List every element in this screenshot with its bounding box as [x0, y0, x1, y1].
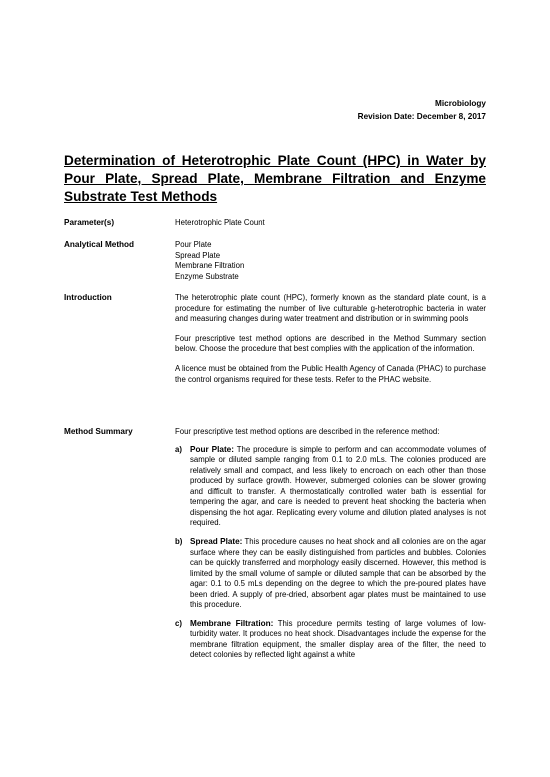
method-option	[175, 619, 486, 661]
option-term: Spread Plate:	[190, 536, 243, 546]
option-marker: b)	[175, 536, 183, 546]
analytical-method-list	[175, 240, 486, 282]
method-summary-label: Method Summary	[64, 427, 133, 436]
introduction-paragraph: A licence must be obtained from the Public Health Agency of Canada (PHAC) to purchase the control organisms required for these tests. Refer to the PHAC website.	[175, 363, 486, 384]
method-options-list	[175, 445, 486, 661]
document-header	[358, 97, 486, 123]
method-option	[175, 537, 486, 611]
revision-date: Revision Date: December 8, 2017	[357, 112, 486, 121]
method-option	[175, 445, 486, 529]
method-summary-text	[175, 427, 486, 661]
method-item: Spread Plate	[175, 250, 221, 260]
analytical-method-label: Analytical Method	[64, 240, 135, 249]
introduction-paragraph: Four prescriptive test method options are described in the Method Summary section below. Choose the procedure that best complies with the application of the information.	[175, 333, 486, 354]
option-marker: a)	[175, 444, 182, 454]
method-item: Membrane Filtration	[175, 261, 245, 270]
parameters-label: Parameter(s)	[64, 218, 115, 227]
introduction-text	[175, 293, 486, 385]
method-item: Pour Plate	[175, 240, 212, 249]
parameters-value: Heterotrophic Plate Count	[175, 218, 265, 227]
department-label: Microbiology	[435, 99, 486, 108]
document-title: Determination of Heterotrophic Plate Count (HPC) in Water by Pour Plate, Spread Plate, Membrane Filtration and Enzyme Substrate Test Methods	[64, 153, 486, 204]
option-term: Membrane Filtration:	[190, 618, 274, 628]
method-summary-intro: Four prescriptive test method options are described in the reference method:	[175, 427, 440, 436]
method-item: Enzyme Substrate	[175, 271, 239, 281]
introduction-label: Introduction	[64, 293, 112, 302]
introduction-paragraph: The heterotrophic plate count (HPC), formerly known as the standard plate count, is a procedure for estimating the number of live culturable g-heterotrophic bacteria in water and measuring changes during water treatment and distribution or in swimming pools	[175, 293, 486, 324]
option-marker: c)	[175, 618, 182, 628]
option-description: This procedure permits testing of large volumes of low-turbidity water. It produces no heat shock. Disadvantages include the expense for the membrane filtration equipment, the smaller display area of the filter, the need to detect colonies by reflected light against a white	[190, 618, 486, 660]
option-term: Pour Plate:	[190, 444, 234, 454]
option-description: This procedure causes no heat shock and all colonies are on the agar surface where they can be easily distinguished from particles and bubbles. Colonies can be quickly transferred and morphology easily discerned. However, this method is limited by the small volume of sample or diluted sample that can be absorbed by the agar: 0.1 to 0.5 mLs depending on the degree to which the pre-poured plates have been dried. A supply of pre-dried, absorbent agar plates must be maintained to use this procedure.	[190, 536, 486, 610]
option-description: The procedure is simple to perform and can accommodate volumes of sample or diluted sample ranging from 0.1 to 2.0 mLs. The colonies produced are relatively small and compact, and less likely to encroach on each other than those produced by surface growth. However, submerged colonies can be slower growing and difficult to transfer. A thermostatically controlled water bath is essential for tempering the agar, and care is needed to prevent heat shocking the bacteria when dispensing the hot agar. Replicating every volume and dilution plated analyses is not required.	[190, 444, 486, 528]
